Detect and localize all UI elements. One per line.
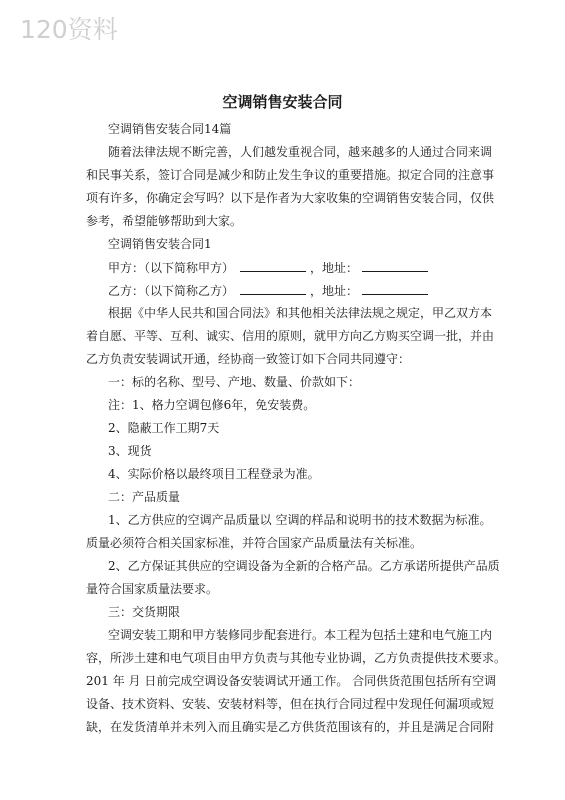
section-2-paragraph-2: 量符合国家质量法要求。 <box>86 582 219 596</box>
party-a-name-blank <box>240 259 306 272</box>
section-3-paragraph: 空调安装工期和甲方装修同步配套进行。本工程为包括土建和电气施工内 <box>108 628 493 642</box>
section-3-paragraph: 容，所涉土建和电气项目由甲方负责与其他专业协调，乙方负责提供技术要求。 <box>86 651 507 665</box>
intro-line: 参考，希望能够帮助到大家。 <box>86 214 243 228</box>
party-b-address-label: ，地址： <box>310 284 359 298</box>
section-2-paragraph-1: 质量必须符合相关国家标准，并符合国家产品质量法有关标准。 <box>86 536 423 550</box>
section-1-item: 3、现货 <box>108 444 152 458</box>
section-1-item: 2、隐蔽工作工期7天 <box>108 421 220 435</box>
section-1-heading: 一：标的名称、型号、产地、数量、价款如下： <box>108 375 361 389</box>
section-3-paragraph: 201 年 月 日前完成空调设备安装调试开通工作。 合同供货范围包括所有空调 <box>86 674 497 688</box>
section-1-item: 注：1、格力空调包修6年，免安装费。 <box>108 398 316 412</box>
section-3-heading: 三：交货期限 <box>108 605 181 619</box>
intro-line: 和民事关系，签订合同是减少和防止发生争议的重要措施。拟定合同的注意事 <box>86 168 495 182</box>
watermark-logo: 120资料 <box>20 15 118 44</box>
party-a-address-label: ，地址： <box>310 261 359 275</box>
document-title: 空调销售安装合同 <box>222 93 343 111</box>
party-a-address-blank <box>362 259 428 272</box>
section-3-paragraph: 设备、技术资料、安装、安装材料等，但在执行合同过程中发现任何漏项或短 <box>86 697 495 711</box>
intro-line: 项有许多，你确定会写吗？以下是作者为大家收集的空调销售安装合同，仅供 <box>86 191 495 205</box>
preamble-line: 根据《中华人民共和国合同法》和其他相关法律法规之规定，甲乙双方本 <box>108 306 493 320</box>
section-1-item: 4、实际价格以最终项目工程登录为准。 <box>108 467 320 481</box>
party-a-label: 甲方：（以下简称甲方） <box>108 261 235 275</box>
preamble-line: 着自愿、平等、互利、诚实、信用的原则，就甲方向乙方购买空调一批，并由 <box>86 329 495 343</box>
section-2-heading: 二：产品质量 <box>108 490 181 504</box>
party-b-name-blank <box>240 282 306 295</box>
party-a-line <box>108 259 428 276</box>
party-b-address-blank <box>362 282 428 295</box>
party-b-label: 乙方：（以下简称乙方） <box>108 284 235 298</box>
section-2-paragraph-2: 2、乙方保证其供应的空调设备为全新的合格产品。乙方承诺所提供产品质 <box>108 559 500 573</box>
section-3-paragraph: 缺，在发货清单并未列入而且确实是乙方供货范围该有的，并且是满足合同附 <box>86 720 495 734</box>
contract-heading: 空调销售安装合同1 <box>108 237 212 251</box>
preamble-line: 乙方负责安装调试开通，经协商一致签订如下合同共同遵守： <box>86 352 411 366</box>
document-subtitle: 空调销售安装合同14篇 <box>108 122 232 136</box>
intro-line: 随着法律法规不断完善，人们越发重视合同，越来越多的人通过合同来调 <box>108 145 493 159</box>
party-b-line <box>108 282 428 299</box>
section-2-paragraph-1: 1、乙方供应的空调产品质量以 空调的样品和说明书的技术数据为标准。 <box>108 513 492 527</box>
